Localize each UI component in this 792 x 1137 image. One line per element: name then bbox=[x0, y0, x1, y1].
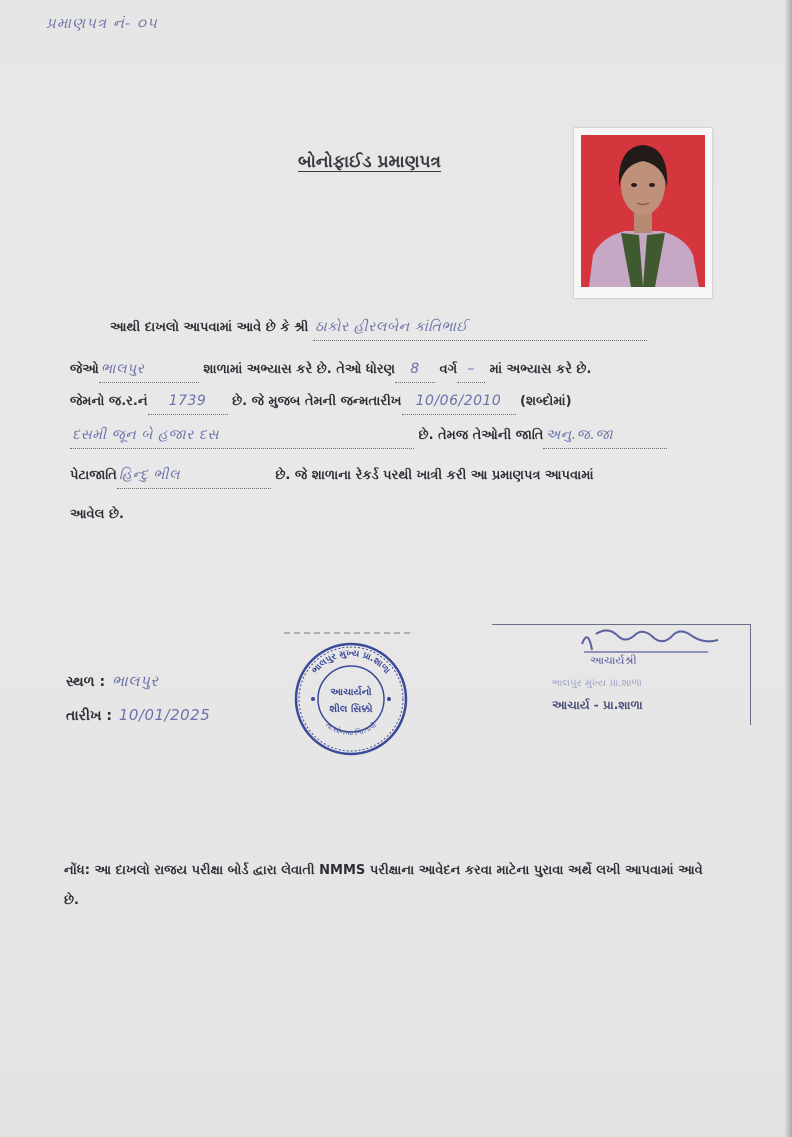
page-edge-shadow bbox=[784, 0, 792, 1137]
line-text: પેટાજાતિ bbox=[70, 468, 117, 483]
body-line-6: આવેલ છે. bbox=[70, 507, 124, 522]
date-row bbox=[66, 698, 212, 732]
seal-bottom-text: તા.સોનગઢ જિ.તાપી bbox=[324, 721, 378, 738]
principal-stamp-text: આચાર્ય - પ્રા.શાળા bbox=[552, 698, 643, 712]
school-name-value: ભાલપુર bbox=[99, 356, 199, 383]
svg-text:તા.સોનગઢ જિ.તાપી bbox=[324, 720, 378, 737]
birth-date-words-value: દસમી જૂન બે હજાર દસ bbox=[70, 422, 414, 449]
signature-role: આચાર્યશ્રી bbox=[590, 654, 637, 667]
standard-value: 8 bbox=[395, 356, 435, 383]
date-value: 10/01/2025 bbox=[118, 706, 211, 724]
footer-note: નોંધ: આ દાખલો રાજય પરીક્ષા બોર્ડ દ્વારા લેવાતી NMMS પરીક્ષાના આવેદન કરવા માટેના પુરાવા અર્થે લખી આપવામાં આવે છે. bbox=[64, 863, 703, 908]
line-text: છે. જે શાળાના રેકર્ડ પરથી ખાત્રી કરી આ પ્રમાણપત્ર આપવામાં bbox=[275, 468, 594, 483]
student-photo bbox=[574, 128, 712, 298]
line-text: જેમનો જ.ર.નં bbox=[70, 394, 148, 409]
line-text: આથી દાખલો આપવામાં આવે છે કે શ્રી bbox=[110, 320, 309, 335]
line-text: શાળામાં અભ્યાસ કરે છે. તેઓ ધોરણ bbox=[203, 362, 395, 377]
subcaste-value: હિન્દુ ભીલ bbox=[117, 462, 271, 489]
gr-number-value: 1739 bbox=[148, 388, 228, 415]
seal-center-bottom: શીલ સિક્કો bbox=[329, 704, 373, 715]
body-line-1 bbox=[110, 314, 647, 340]
place-date-block bbox=[66, 664, 212, 732]
line-text: છે. તેમજ તેઓની જાતિ bbox=[418, 428, 544, 443]
place-label: સ્થળ : bbox=[66, 674, 106, 690]
certificate-number-note: પ્રમાણપત્ર નં- ૦૫ bbox=[46, 14, 158, 32]
date-label: તારીખ : bbox=[66, 708, 112, 724]
line-text: (શબ્દોમાં) bbox=[520, 394, 572, 409]
body-line-2 bbox=[70, 356, 591, 382]
body-line-4 bbox=[70, 422, 667, 448]
seal-center-top: આચાર્યનો bbox=[330, 687, 372, 698]
birth-date-value: 10/06/2010 bbox=[402, 388, 516, 415]
student-name-value: ઠાકોર હીરલબેન કાંતિભાઈ bbox=[313, 314, 647, 341]
divider-line bbox=[284, 632, 410, 635]
line-text: છે. જે મુજબ તેમની જન્મતારીખ bbox=[232, 394, 402, 409]
caste-value: અનુ.જ.જા bbox=[543, 422, 667, 449]
body-line-3 bbox=[70, 388, 572, 414]
seal-outer-text: ભાલપુર મુખ્ય પ્રા.શાળા bbox=[310, 648, 392, 677]
place-row bbox=[66, 664, 212, 698]
body-line-5 bbox=[70, 462, 594, 488]
division-value: – bbox=[457, 356, 485, 383]
signature-school-name: ભાલપુર મુખ્ય પ્રા.શાળા bbox=[552, 678, 642, 689]
line-text: વર્ગ bbox=[439, 362, 458, 377]
seal-icon bbox=[292, 640, 410, 758]
place-value: ભાલપુર bbox=[111, 672, 159, 690]
student-portrait-image bbox=[581, 135, 705, 287]
line-text: જેઓ bbox=[70, 362, 99, 377]
line-text: માં અભ્યાસ કરે છે. bbox=[489, 362, 592, 377]
certificate-title: બોનોફાઈડ પ્રમાણપત્ર bbox=[298, 152, 442, 172]
school-seal-stamp bbox=[292, 640, 410, 758]
